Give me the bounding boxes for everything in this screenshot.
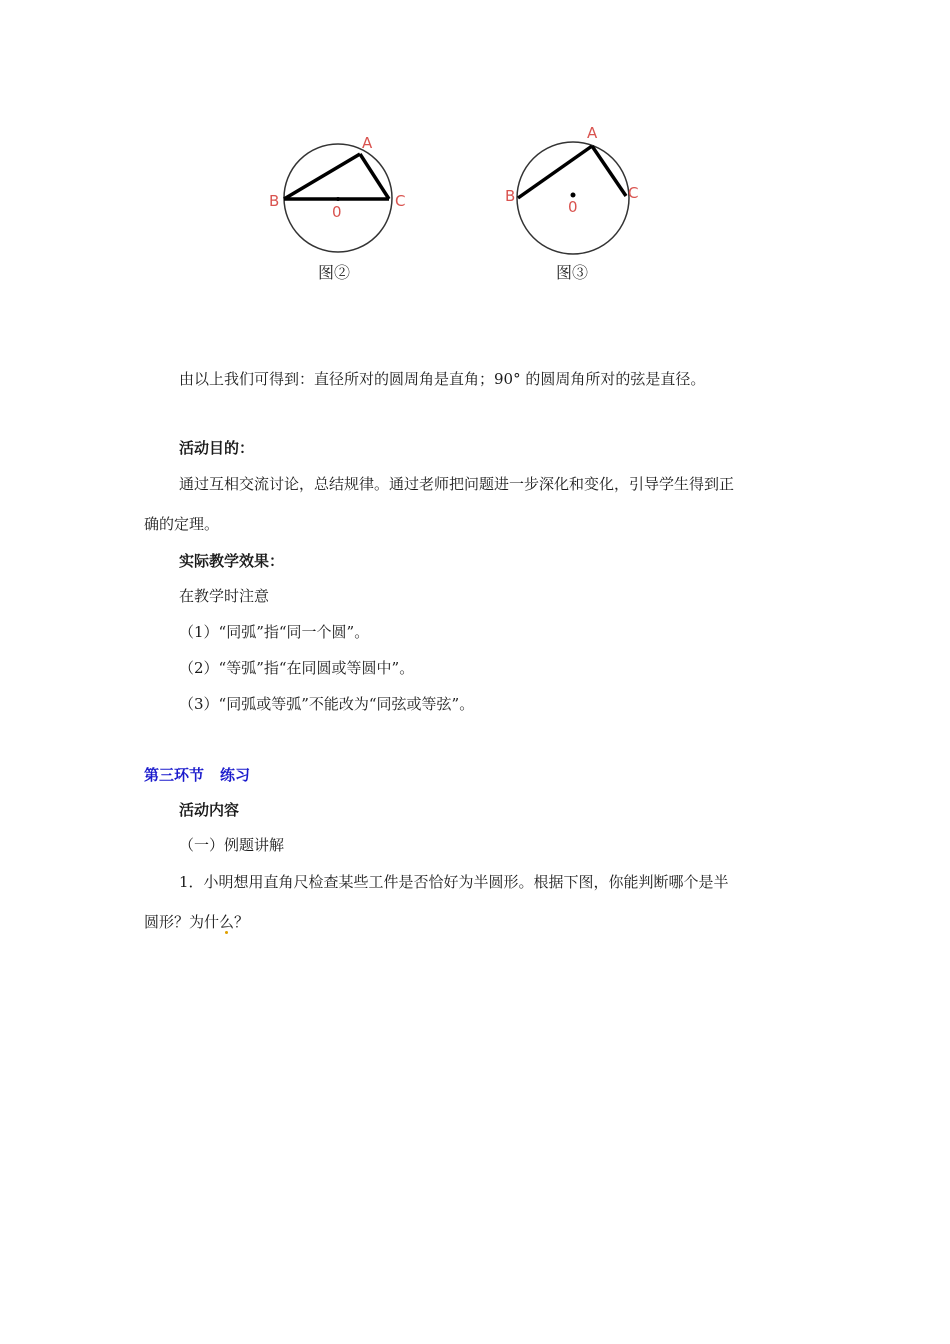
circle-diagram: [262, 118, 662, 293]
center-point-3: [571, 193, 576, 198]
question-1-line-2-a: 圆形？为什: [144, 913, 220, 931]
label-c-3: C: [628, 184, 639, 202]
caption-3: 图③: [556, 263, 589, 282]
section-3-subtitle: 练习: [220, 766, 251, 784]
label-o-3: 0: [568, 198, 578, 216]
section-3-heading: [144, 764, 250, 785]
question-1-line-2-c: ？: [234, 913, 250, 931]
effect-item-3: （3）“同弧或等弧”不能改为“同弦或等弦”。: [179, 695, 475, 713]
chord-ac: [360, 154, 389, 199]
figure-2: [269, 134, 405, 282]
effect-item-2: （2）“等弧”指“在同圆或等圆中”。: [179, 659, 415, 677]
effect-intro: 在教学时注意: [179, 587, 270, 605]
conclusion-text: 由以上我们可得到：直径所对的圆周角是直角；90° 的圆周角所对的弦是直径。: [179, 370, 706, 388]
circle-figures: [262, 118, 662, 293]
example-heading: （一）例题讲解: [179, 836, 285, 854]
label-b-3: B: [505, 187, 516, 205]
content-heading: 活动内容: [179, 801, 240, 819]
center-point: [336, 197, 340, 201]
label-o: 0: [332, 203, 342, 221]
label-c: C: [395, 192, 406, 210]
effect-item-1: （1）“同弧”指“同一个圆”。: [179, 623, 370, 641]
chord-ac-3: [592, 146, 626, 196]
question-1-line-2-b: 么: [219, 913, 235, 931]
purpose-line-1: 通过互相交流讨论，总结规律。通过老师把问题进一步深化和变化，引导学生得到正: [179, 475, 735, 493]
label-a: A: [362, 134, 373, 152]
caption-2: 图②: [318, 263, 351, 282]
chord-ba-3: [518, 146, 592, 198]
label-b: B: [269, 192, 280, 210]
chord-ba: [284, 154, 360, 199]
label-a-3: A: [587, 124, 598, 142]
question-1-line-1: 1．小明想用直角尺检查某些工件是否恰好为半圆形。根据下图，你能判断哪个是半: [179, 873, 729, 891]
question-1-line-2: [144, 912, 249, 932]
section-3-title: 第三环节: [144, 766, 205, 784]
purpose-line-2: 确的定理。: [144, 515, 220, 533]
effect-heading: 实际教学效果：: [179, 552, 285, 570]
figure-3: [505, 124, 638, 282]
purpose-heading: 活动目的：: [179, 439, 255, 457]
